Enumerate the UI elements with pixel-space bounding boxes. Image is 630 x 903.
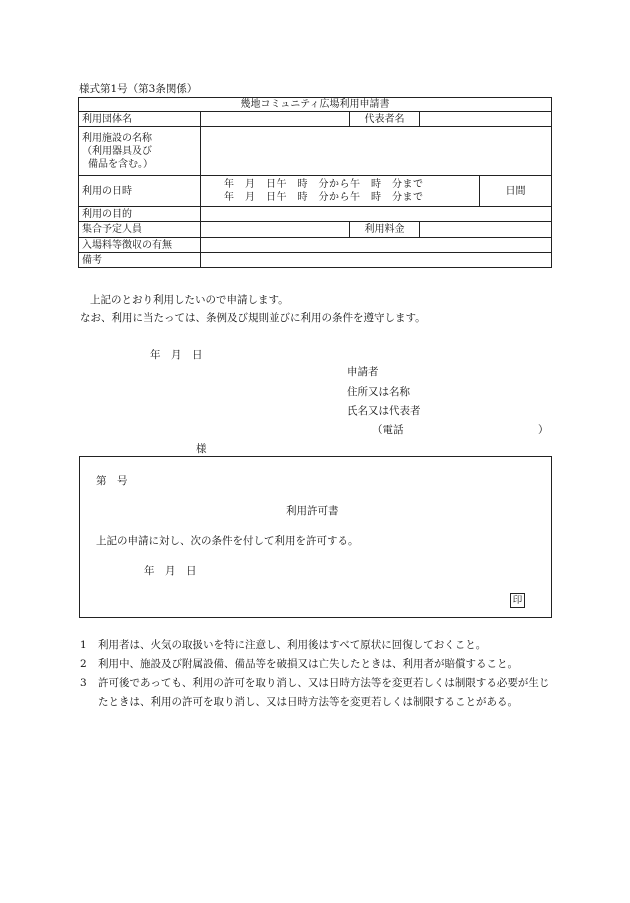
condition-text: 利用者は、火気の取扱いを特に注意し、利用後はすべて原状に回復しておくこと。 <box>98 639 487 651</box>
list-item <box>80 636 550 655</box>
remarks-label: 備考 <box>79 253 201 268</box>
applicant-name: 氏名又は代表者 <box>347 405 421 417</box>
fee-field[interactable] <box>420 222 552 238</box>
form-number: 様式第1号（第3条関係） <box>79 83 198 95</box>
representative-label: 代表者名 <box>350 112 420 127</box>
fee-label: 利用料金 <box>350 222 420 238</box>
list-item <box>80 655 550 674</box>
facility-label-line: （利用器具及び <box>82 145 152 157</box>
conditions-list <box>80 636 550 712</box>
applicant-phone-close: ） <box>538 424 549 436</box>
list-item <box>80 674 550 712</box>
facility-field[interactable] <box>201 127 552 176</box>
org-name-label: 利用団体名 <box>79 112 201 127</box>
table-row <box>79 112 552 127</box>
table-row <box>79 222 552 238</box>
permit-number: 第 号 <box>96 475 128 487</box>
days-label: 日間 <box>480 176 552 207</box>
declaration <box>80 291 426 327</box>
purpose-field[interactable] <box>201 207 552 222</box>
declaration-line: なお、利用に当たっては、条例及び規則並びに利用の条件を遵守します。 <box>80 312 426 324</box>
representative-field[interactable] <box>420 112 552 127</box>
application-date: 年 月 日 <box>150 349 203 361</box>
remarks-field[interactable] <box>201 253 552 268</box>
permit-title: 利用許可書 <box>286 505 339 517</box>
declaration-line: 上記のとおり利用したいので申請します。 <box>90 294 289 306</box>
applicant-phone-open: （電話 <box>372 424 404 436</box>
org-name-field[interactable] <box>201 112 350 127</box>
datetime-line: 年 月 日午 時 分から午 時 分まで <box>224 179 424 190</box>
table-row <box>79 127 552 176</box>
condition-number: 3 <box>80 677 87 689</box>
condition-text: 利用中、施設及び附属設備、備品等を破損又は亡失したときは、利用者が賠償すること。 <box>98 658 518 670</box>
table-row <box>79 98 552 112</box>
datetime-line: 年 月 日午 時 分から午 時 分まで <box>224 192 424 203</box>
table-row <box>79 176 552 207</box>
attendance-field[interactable] <box>201 222 350 238</box>
purpose-label: 利用の目的 <box>79 207 201 222</box>
table-row <box>79 253 552 268</box>
condition-text: 許可後であっても、利用の許可を取り消し、又は日時方法等を変更若しくは制限する必要が生じたときは、利用の許可を取り消し、又は日時方法等を変更若しくは制限することがある。 <box>98 677 550 708</box>
admission-field[interactable] <box>201 238 552 253</box>
seal-mark: 印 <box>510 593 525 608</box>
permit-date: 年 月 日 <box>144 565 197 577</box>
permit-box <box>79 456 552 618</box>
datetime-field[interactable] <box>201 176 480 207</box>
applicant-address: 住所又は名称 <box>347 386 410 398</box>
condition-number: 2 <box>80 658 87 670</box>
facility-label <box>79 127 201 176</box>
datetime-label: 利用の日時 <box>79 176 201 207</box>
permit-text: 上記の申請に対し、次の条件を付して利用を許可する。 <box>96 535 359 547</box>
facility-label-line: 備品を含む。） <box>88 158 153 170</box>
application-title: 幾地コミュニティ広場利用申請書 <box>79 98 552 112</box>
table-row <box>79 207 552 222</box>
table-row <box>79 238 552 253</box>
condition-number: 1 <box>80 639 87 651</box>
applicant-title: 申請者 <box>347 366 379 378</box>
attendance-label: 集合予定人員 <box>79 222 201 238</box>
admission-label: 入場料等徴収の有無 <box>79 238 201 253</box>
application-table <box>78 97 552 268</box>
facility-label-line: 利用施設の名称 <box>82 132 152 144</box>
addressee-suffix: 様 <box>196 443 207 455</box>
